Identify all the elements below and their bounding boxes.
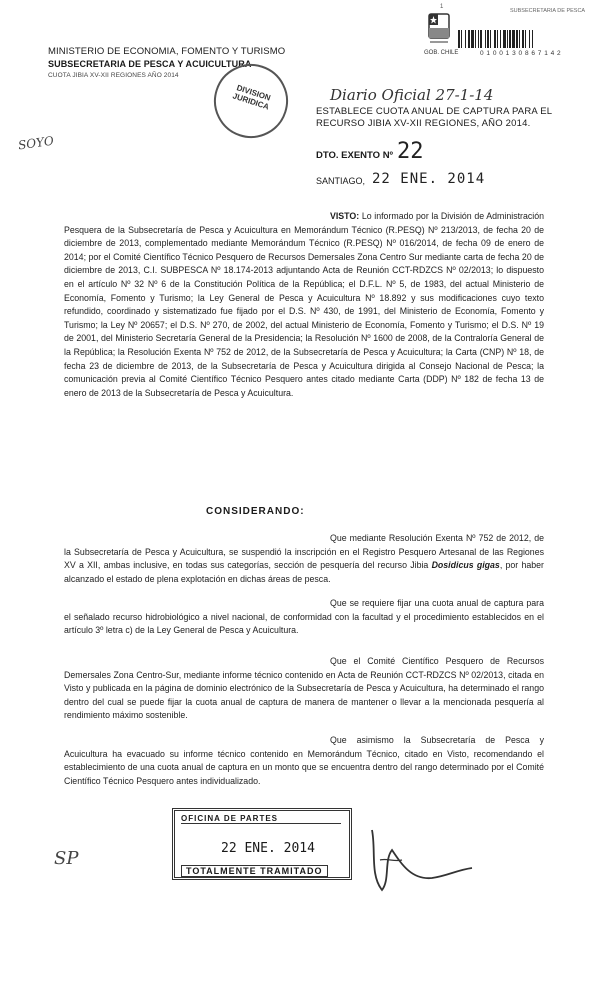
- barcode-bar: [458, 30, 460, 48]
- barcode-bar: [468, 30, 470, 48]
- stamp-date: 22 ENE. 2014: [221, 841, 315, 856]
- barcode-bar: [532, 30, 533, 48]
- barcode: [458, 30, 570, 48]
- barcode-bar: [461, 30, 462, 48]
- considerando-heading: CONSIDERANDO:: [206, 506, 305, 517]
- barcode-bar: [525, 30, 526, 48]
- barcode-bar: [512, 30, 515, 48]
- considerando-p2: [64, 597, 544, 638]
- handwritten-note: Diario Oficial 27-1-14: [330, 86, 494, 104]
- barcode-bar: [471, 30, 474, 48]
- ministry-name: MINISTERIO DE ECONOMIA, FOMENTO Y TURISMO: [48, 46, 286, 57]
- p2-text: Que se requiere fijar una cuota anual de captura para el señalado recurso hidrobiológico a nivel nacional, de conformidad con la facultad y el procedimiento establecidos en el artículo 3º letra c) de la Ley General de Pesca y Acuicultura.: [64, 598, 544, 636]
- barcode-bar: [478, 30, 479, 48]
- margin-note: SOYO: [17, 133, 55, 153]
- circle-stamp-text: DIVISION JURIDICA: [231, 83, 272, 112]
- barcode-bar: [507, 30, 508, 48]
- coat-of-arms-icon: [426, 8, 452, 48]
- subsecretaria-name: SUBSECRETARIA DE PESCA Y ACUICULTURA: [48, 59, 252, 69]
- oficina-partes-stamp: [172, 808, 352, 880]
- considerando-p1: [64, 532, 544, 586]
- barcode-bar: [465, 30, 466, 48]
- decree-place: SANTIAGO,: [316, 176, 366, 186]
- barcode-bar: [509, 30, 511, 48]
- barcode-bar: [485, 30, 486, 48]
- decree-number: 22: [397, 139, 424, 164]
- barcode-number: 0 1 0 0 1 3 0 8 6 7 1 4 2: [480, 50, 562, 57]
- signature: [362, 820, 482, 900]
- decree-date: 22 ENE. 2014: [372, 171, 486, 187]
- barcode-bar: [475, 30, 476, 48]
- page-top-number: 1: [440, 4, 444, 10]
- barcode-bar: [497, 30, 498, 48]
- barcode-bar: [494, 30, 496, 48]
- p1-post: , por haber alcanzado el estado de plena explotación en dichas áreas de pesca.: [64, 560, 544, 584]
- visto-paragraph: [64, 210, 544, 400]
- barcode-bar: [490, 30, 491, 48]
- decree-label: DTO. EXENTO Nº: [316, 150, 394, 161]
- barcode-bar: [529, 30, 530, 48]
- barcode-bar: [487, 30, 489, 48]
- p4-text: Que asimismo la Subsecretaría de Pesca y Acuicultura ha evacuado su informe técnico contenido en Memorándum Técnico, citado en Visto, recomendando el establecimiento de una cuota anual de captura en un monto que se encuentra dentro del rango determinado por el Comité Científico Técnico Pesquero antes individualizado.: [64, 735, 544, 786]
- p1-pre: Que mediante Resolución Exenta Nº 752 de 2012, de la Subsecretaría de Pesca y Acuicultura, se suspendió la inscripción en el Registro Pesquero Artesanal de las Regiones XV a XII, ambas inclusive, en todas sus categorías, sección de pesquería del recurso Jibia: [64, 533, 544, 571]
- reference-line: CUOTA JIBIA XV-XII REGIONES AÑO 2014: [48, 72, 179, 79]
- visto-label: VISTO:: [330, 211, 360, 221]
- considerando-p4: [64, 734, 544, 788]
- visto-text: Lo informado por la División de Administración Pesquera de la Subsecretaría de Pesca y Acuicultura en Memorándum Técnico (R.PESQ) Nº 213/2013, de fecha 20 de diciembre de 2013, complementado mediante Memorándum Técnico (R.PESQ) Nº 016/2014, de fecha 09 de enero de 2014; por el Comité Científico Técnico Pesquero de Recursos Demersales Zona Centro Sur mediante carta de fecha 20 de diciembre de 2013, C.I. SUBPESCA Nº 18.174-2013 adjuntando Acta de Reunión CCT-RDZCS Nº 02/2013; lo dispuesto en el artículo Nº 32 Nº 6 de la Constitución Política de la República; el D.F.L. Nº 5, de 1983, del actual Ministerio de Economía, Fomento y Turismo; la Ley General de Pesca y Acuicultura Nº 18.892 y sus modificaciones cuyo texto refundido, coordinado y sistematizado fue fijado por el D.S. Nº 430, de 1991, del Ministerio de Economía, Fomento y Turismo; la Ley Nº 20657; el D.S. Nº 270, de 2002, del actual Ministerio de Economía, Fomento y Turismo; el D.S. Nº 19 de 2001, del Ministerio Secretaría General de la Presidencia; la Resolución Nº 1600 de 2008, de la Contraloría General de la República; la Resolución Exenta Nº 752 de 2012, de la Subsecretaría de Pesca y Acuicultura; la Carta (CNP) Nº 18, de fecha 23 de diciembre de 2013, de la Subsecretaría de Pesca y Acuicultura dirigida al Consejo Nacional de Pesca; la comunicación previa al Comité Científico Técnico Pesquero antes citado mediante Carta (DDP) Nº 182 de fecha 13 de enero de 2013 de la Subsecretaría de Pesca y Acuicultura.: [64, 211, 544, 398]
- barcode-bar: [500, 30, 501, 48]
- considerando-p3: [64, 655, 544, 723]
- barcode-bar: [480, 30, 482, 48]
- top-reference: SUBSECRETARIA DE PESCA: [510, 8, 586, 14]
- p3-text: Que el Comité Científico Pesquero de Recursos Demersales Zona Centro-Sur, mediante informe técnico contenido en Acta de Reunión CCT-RDZCS Nº 02/2013, citada en Visto y publicada en la página de dominio electrónico de la Subsecretaría de Pesca y Acuicultura, ha determinado el rango dentro del cual se puede fijar la cuota anual de captura de manera de mantener o llevar a la mencionada pesquería al rendimiento máximo sostenible.: [64, 656, 544, 721]
- stamp-top-text: OFICINA DE PARTES: [181, 814, 341, 824]
- barcode-bar: [516, 30, 518, 48]
- species-name: Dosidicus gigas: [431, 560, 500, 571]
- barcode-bar: [519, 30, 520, 48]
- gob-chile-label: GOB. CHILE: [424, 50, 459, 56]
- barcode-bar: [503, 30, 506, 48]
- stamp-bottom-text: TOTALMENTE TRAMITADO: [181, 865, 328, 877]
- initials: SP: [54, 848, 79, 869]
- decree-subject: ESTABLECE CUOTA ANUAL DE CAPTURA PARA EL RECURSO JIBIA XV-XII REGIONES, AÑO 2014.: [316, 106, 552, 129]
- barcode-bar: [522, 30, 524, 48]
